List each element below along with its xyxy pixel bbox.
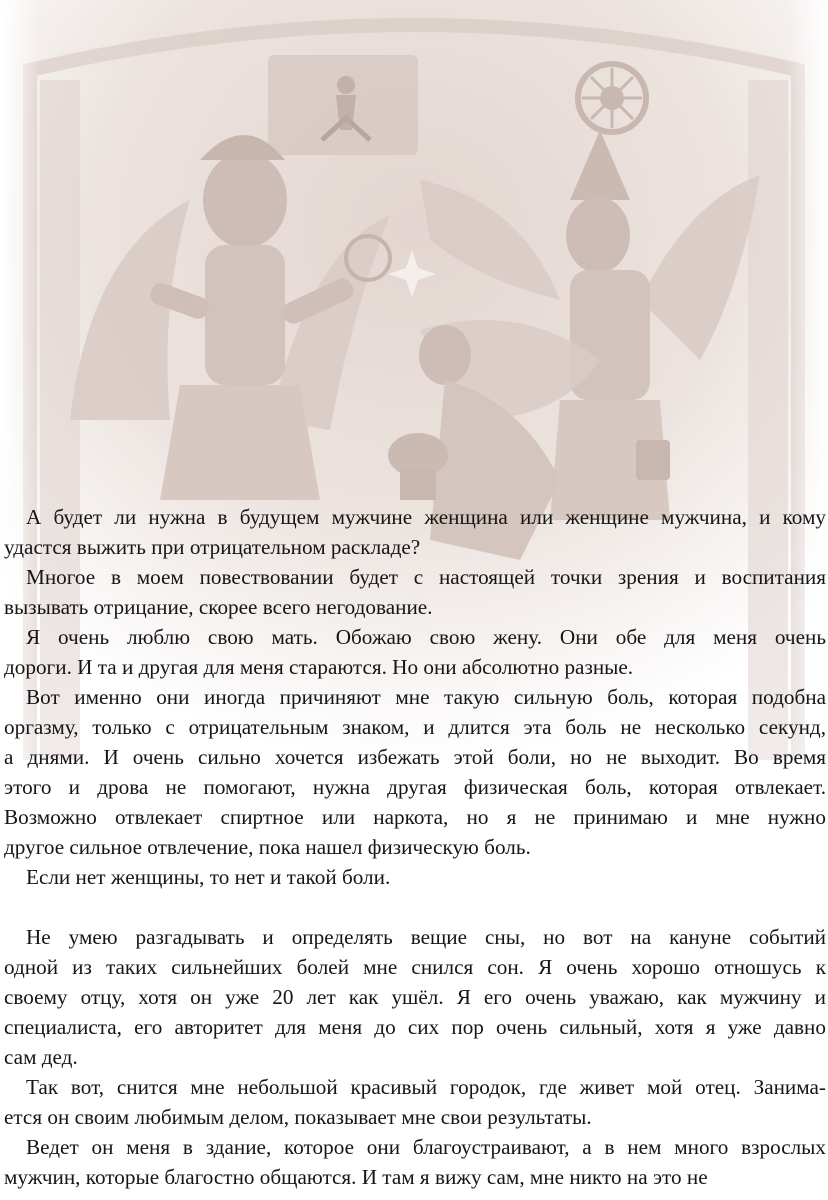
text-line: а днями. И очень сильно хочется избежать этой боли, но не выходит. Во время [4,745,826,769]
text-line: Многое в моем повествовании будет с настоящей точки зрения и воспитания [26,565,826,589]
text-line: Так вот, снится мне небольшой красивый городок, где живет мой отец. Занима- [26,1075,826,1099]
paragraph [4,1072,826,1132]
text-line: Не умею разгадывать и определять вещие сны, но вот на кануне событий [26,925,826,949]
paragraph [4,682,826,862]
text-line: другое сильное отвлечение, пока нашел физическую боль. [4,835,531,859]
text-line: удастся выжить при отрицательном раскладе? [4,535,421,559]
text-line: мужчин, которые благостно общаются. И там я вижу сам, мне никто на это не [4,1165,708,1189]
paragraph [4,562,826,622]
paragraph [4,862,826,892]
paragraph [4,502,826,562]
paragraph [4,1132,826,1192]
blank-line [4,892,826,922]
text-line: этого и дрова не помогают, нужна другая физическая боль, которая отвлекает. [4,775,826,799]
text-line: Если нет женщины, то нет и такой боли. [26,865,391,889]
text-line: сам дед. [4,1045,78,1069]
text-line: ется он своим любимым делом, показывает мне свои результаты. [4,1105,592,1129]
text-line: Я очень люблю свою мать. Обожаю свою жену. Они обе для меня очень [26,625,826,649]
text-line: оргазму, только с отрицательным знаком, и длится эта боль не несколько секунд, [4,715,826,739]
text-line: специалиста, его авторитет для меня до сих пор очень сильный, хотя я уже давно [4,1015,826,1039]
paragraph [4,622,826,682]
text-line: Вот именно они иногда причиняют мне такую сильную боль, которая подобна [26,685,826,709]
text-line: одной из таких сильнейших болей мне снился сон. Я очень хорошо отношусь к [4,955,826,979]
text-line: дороги. И та и другая для меня стараются. Но они абсолютно разные. [4,655,634,679]
paragraph [4,922,826,1072]
text-line: Ведет он меня в здание, которое они благоустраивают, а в нем много взрослых [26,1135,826,1159]
text-line: Возможно отвлекает спиртное или наркота, но я не принимаю и мне нужно [4,805,826,829]
document-body [4,502,826,1192]
text-line: своему отцу, хотя он уже 20 лет как ушёл. Я его очень уважаю, как мужчину и [4,985,826,1009]
text-line: А будет ли нужна в будущем мужчине женщина или женщине мужчина, и кому [26,505,826,529]
text-line: вызывать отрицание, скорее всего негодование. [4,595,433,619]
